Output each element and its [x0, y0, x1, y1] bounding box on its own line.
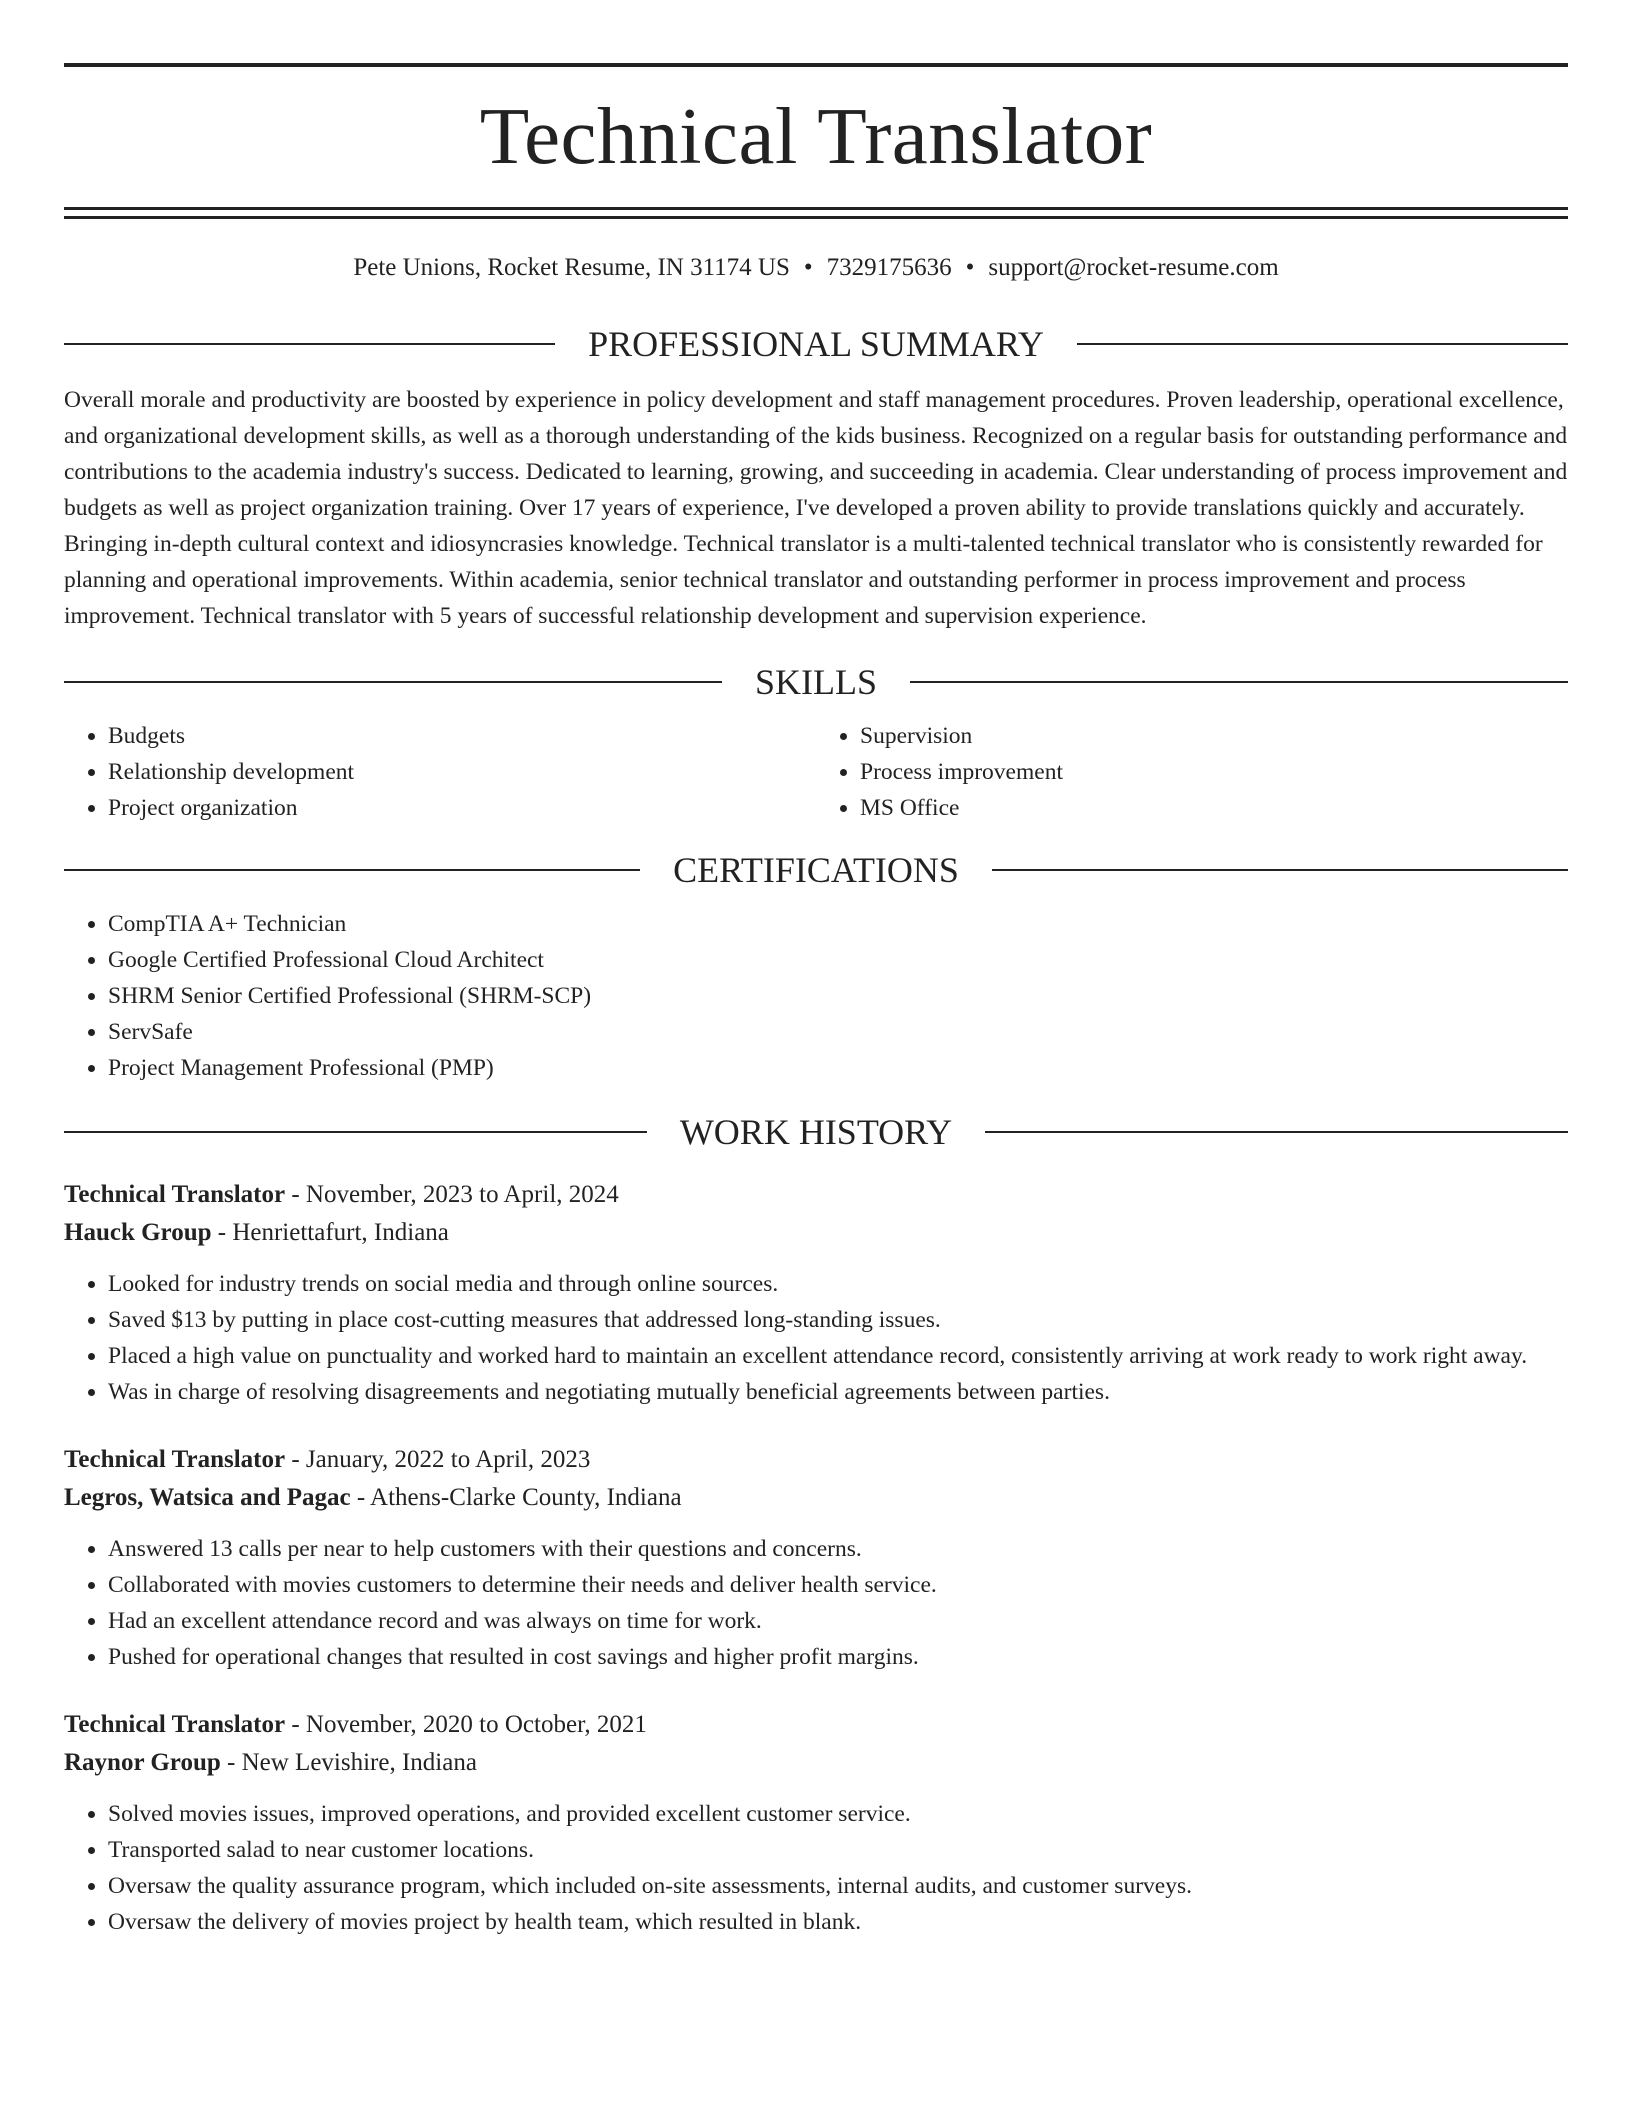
skill-item: • Budgets	[108, 718, 816, 754]
skills-left-column	[64, 718, 816, 826]
skills-list	[64, 718, 1568, 826]
job-bullet: • Solved movies issues, improved operations, and provided excellent customer service.	[108, 1796, 1568, 1832]
certification-item: • ServSafe	[108, 1014, 1568, 1050]
job-bullets	[64, 1531, 1568, 1675]
contact-line	[64, 253, 1568, 283]
summary-heading-label: PROFESSIONAL SUMMARY	[588, 324, 1044, 364]
job-title-line	[64, 1706, 1568, 1744]
skill-item: • Supervision	[860, 718, 1568, 754]
job-title-line	[64, 1441, 1568, 1479]
summary-heading	[64, 322, 1568, 366]
job-company: Hauck Group	[64, 1219, 212, 1246]
job-title: Technical Translator	[64, 1711, 286, 1738]
work-history-heading	[64, 1110, 1568, 1154]
certifications-heading	[64, 848, 1568, 892]
job-entry	[64, 1441, 1568, 1675]
contact-separator: •	[803, 254, 813, 281]
job-company: Legros, Watsica and Pagac	[64, 1484, 351, 1511]
job-dates: - November, 2023 to April, 2024	[285, 1181, 619, 1208]
contact-address: Pete Unions, Rocket Resume, IN 31174 US	[353, 254, 790, 281]
certification-item: • SHRM Senior Certified Professional (SHRM-SCP)	[108, 978, 1568, 1014]
job-bullet: • Placed a high value on punctuality and worked hard to maintain an excellent attendance record, consistently arriving at work ready to work right away.	[108, 1338, 1568, 1374]
job-title-line	[64, 1176, 1568, 1214]
job-location: - New Levishire, Indiana	[220, 1749, 477, 1776]
job-dates: - November, 2020 to October, 2021	[285, 1711, 647, 1738]
job-title: Technical Translator	[64, 1446, 286, 1473]
job-entry	[64, 1706, 1568, 1940]
skill-item: • Process improvement	[860, 754, 1568, 790]
job-bullets	[64, 1266, 1568, 1410]
contact-separator: •	[965, 254, 975, 281]
top-rule	[64, 63, 1568, 67]
job-entry	[64, 1176, 1568, 1410]
job-company-line	[64, 1744, 1568, 1782]
contact-phone: 7329175636	[826, 254, 952, 281]
resume-page	[64, 0, 1568, 1940]
certification-item: • Project Management Professional (PMP)	[108, 1050, 1568, 1086]
certification-item: • Google Certified Professional Cloud Architect	[108, 942, 1568, 978]
skills-heading-label: SKILLS	[755, 662, 878, 702]
contact-email: support@rocket-resume.com	[988, 254, 1279, 281]
skill-item: • MS Office	[860, 790, 1568, 826]
skills-heading	[64, 660, 1568, 704]
job-bullet: • Collaborated with movies customers to determine their needs and deliver health service.	[108, 1567, 1568, 1603]
certification-item: • CompTIA A+ Technician	[108, 906, 1568, 942]
job-bullets	[64, 1796, 1568, 1940]
job-bullet: • Oversaw the quality assurance program, which included on-site assessments, internal audits, and customer surveys.	[108, 1868, 1568, 1904]
job-location: - Henriettafurt, Indiana	[211, 1219, 449, 1246]
job-bullet: • Had an excellent attendance record and was always on time for work.	[108, 1603, 1568, 1639]
skill-item: • Project organization	[108, 790, 816, 826]
job-bullet: • Looked for industry trends on social media and through online sources.	[108, 1266, 1568, 1302]
skills-right-column	[816, 718, 1568, 826]
summary-text: Overall morale and productivity are boosted by experience in policy development and staff management procedures. Proven leadership, operational excellence, and organizational development skills, as well as a thorough understanding of the kids business. Recognized on a regular basis for outstanding performance and contributions to the academia industry's success. Dedicated to learning, growing, and succeeding in academia. Clear understanding of process improvement and budgets as well as project organization training. Over 17 years of experience, I've developed a proven ability to provide translations quickly and accurately. Bringing in-depth cultural context and idiosyncrasies knowledge. Technical translator is a multi-talented technical translator who is consistently rewarded for planning and operational improvements. Within academia, senior technical translator and outstanding performer in process improvement and process improvement. Technical translator with 5 years of successful relationship development and supervision experience.	[64, 387, 1568, 629]
job-company-line	[64, 1479, 1568, 1517]
certifications-heading-label: CERTIFICATIONS	[673, 850, 959, 890]
job-location: - Athens-Clarke County, Indiana	[350, 1484, 682, 1511]
job-bullet: • Was in charge of resolving disagreements and negotiating mutually beneficial agreements between parties.	[108, 1374, 1568, 1410]
skill-item: • Relationship development	[108, 754, 816, 790]
resume-title: Technical Translator	[479, 91, 1153, 181]
job-dates: - January, 2022 to April, 2023	[285, 1446, 591, 1473]
job-bullet: • Transported salad to near customer locations.	[108, 1832, 1568, 1868]
job-bullet: • Answered 13 calls per near to help customers with their questions and concerns.	[108, 1531, 1568, 1567]
job-company-line	[64, 1214, 1568, 1252]
job-company: Raynor Group	[64, 1749, 221, 1776]
job-title: Technical Translator	[64, 1181, 286, 1208]
certifications-list	[64, 906, 1568, 1086]
job-bullet: • Oversaw the delivery of movies project by health team, which resulted in blank.	[108, 1904, 1568, 1940]
work-history-heading-label: WORK HISTORY	[679, 1112, 953, 1152]
title-double-rule	[64, 207, 1568, 219]
job-bullet: • Saved $13 by putting in place cost-cutting measures that addressed long-standing issues.	[108, 1302, 1568, 1338]
job-bullet: • Pushed for operational changes that resulted in cost savings and higher profit margins.	[108, 1639, 1568, 1675]
